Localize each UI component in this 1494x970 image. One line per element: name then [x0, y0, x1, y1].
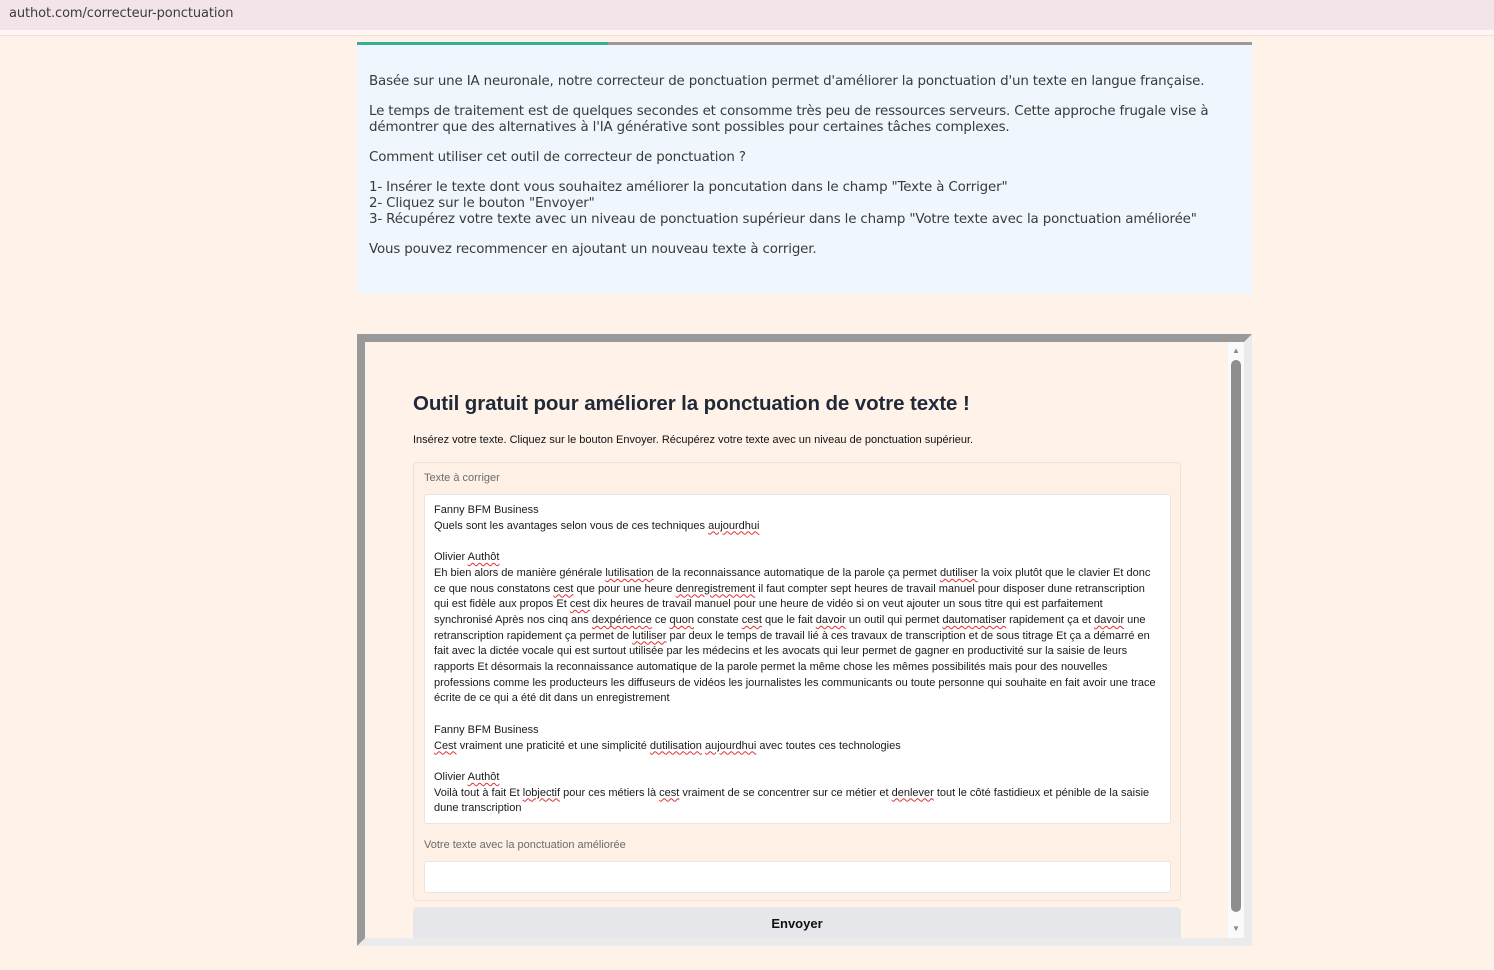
info-step-3: 3- Récupérez votre texte avec un niveau de ponctuation supérieur dans le champ "Votre texte avec la ponctuation améliorée": [369, 212, 1197, 227]
transcript-paragraph: [434, 550, 1161, 707]
input-label: Texte à corriger: [424, 472, 500, 484]
info-intro: Basée sur une IA neuronale, notre correcteur de ponctuation permet d'améliorer la ponctuation d'un texte en langue française.: [369, 74, 1205, 89]
toolbar-divider: [0, 30, 1494, 36]
iframe-content: [365, 342, 1228, 938]
info-howto-heading: Comment utiliser cet outil de correcteur de ponctuation ?: [369, 150, 746, 165]
tool-subtitle: Insérez votre texte. Cliquez sur le bouton Envoyer. Récupérez votre texte avec un niveau de ponctuation supérieur.: [413, 434, 974, 446]
address-bar[interactable]: [0, 0, 1494, 30]
url-text: authot.com/correcteur-ponctuation: [9, 6, 234, 21]
misspelled-word: aujourdhui: [708, 519, 760, 532]
text-to-correct-input[interactable]: [424, 494, 1171, 824]
scroll-thumb[interactable]: [1231, 360, 1241, 912]
misspelled-word: denregistrement: [675, 582, 756, 595]
misspelled-word: Cest: [434, 739, 457, 752]
info-step-1: 1- Insérer le texte dont vous souhaitez améliorer la poncutation dans le champ "Texte à Corriger": [369, 180, 1008, 195]
scroll-down-arrow-icon[interactable]: ▼: [1232, 924, 1240, 933]
misspelled-word: cest: [569, 598, 591, 611]
speaker-name: Fanny BFM Business: [434, 723, 539, 736]
send-button[interactable]: Envoyer: [413, 907, 1181, 938]
form-group: [413, 462, 1181, 901]
misspelled-word: dautomatiser: [942, 613, 1007, 626]
speaker-text: Voilà tout à fait Et lobjectif pour ces métiers là cest vraiment de se concentrer sur ce métier et denlever tout le côté fastidieux et pénible de la saisie dune transcription: [434, 786, 1150, 815]
speaker-text: Cest vraiment une praticité et une simplicité dutilisation aujourdhui avec toutes ces technologies: [434, 739, 901, 752]
info-processing: Le temps de traitement est de quelques secondes et consomme très peu de ressources serveurs. Cette approche frugale vise à démontrer que des alternatives à l'IA générative sont possibles pour certaines tâches complexes.: [369, 104, 1209, 135]
misspelled-word: dexpérience: [591, 613, 652, 626]
misspelled-word: cest: [659, 786, 680, 799]
misspelled-word: dutilisation: [649, 739, 702, 752]
misspelled-word: aujourdhui: [704, 739, 757, 752]
transcript-paragraph: [434, 723, 1161, 754]
speaker-name: Fanny BFM Business: [434, 504, 539, 516]
info-restart: Vous pouvez recommencer en ajoutant un nouveau texte à corriger.: [369, 242, 817, 257]
misspelled-word: davoir: [1094, 613, 1125, 626]
info-step-2: 2- Cliquez sur le bouton "Envoyer": [369, 196, 595, 211]
speaker-text: Eh bien alors de manière générale lutilisation de la reconnaissance automatique de la parole ça permet dutiliser la voix plutôt que le clavier Et donc ce que nous constatons cest que pour une heure denregistrement il faut compter sept heures de travail manuel pour disposer dune retranscription qui est fidèle aux propos Et cest dix heures de travail manuel pour une heure de vidéo si on veut ajouter un sous titre qui est parfaitement synchronisé Après nos cinq ans dexpérience ce quon constate cest que le fait davoir un outil qui permet dautomatiser rapidement ça et davoir une retranscription rapidement ça permet de lutiliser par deux le temps de travail lié à ces travaux de transcription et de sous titrage Et ça a démarré en fait avec la dictée vocale qui est surtout utilisée par les médecins et les avocats qui leur permet de gagner en productivité sur la saisie de leurs rapports Et désormais la reconnaissance automatique de la parole permet la même chose les mêmes possibilités mais pour des nouvelles professions comme les producteurs les diffuseurs de vidéos les journalistes les communicants ou toute personne qui souhaite en fait avoir une trace écrite de ce qui a été dit dans un enregistrement: [434, 566, 1156, 705]
misspelled-word: cest: [553, 582, 574, 595]
misspelled-word: dutiliser: [939, 566, 978, 579]
misspelled-word: quon: [669, 613, 695, 626]
tool-title: Outil gratuit pour améliorer la ponctuation de votre texte !: [413, 392, 970, 415]
corrected-text-output[interactable]: [424, 861, 1171, 893]
misspelled-word: lutiliser: [632, 629, 667, 642]
speaker-name: Olivier Authôt: [434, 770, 500, 783]
info-panel: [357, 45, 1252, 294]
iframe-scrollbar[interactable]: [1228, 342, 1244, 938]
transcript-paragraph: [434, 770, 1161, 817]
speaker-name: Olivier Authôt: [434, 551, 500, 564]
misspelled-word: lutilisation: [605, 566, 654, 579]
misspelled-word: Authôt: [467, 551, 500, 564]
transcript-paragraph: [434, 503, 1161, 534]
misspelled-word: denlever: [891, 786, 934, 799]
output-label: Votre texte avec la ponctuation améliorée: [424, 839, 626, 851]
speaker-text: Quels sont les avantages selon vous de ces techniques aujourdhui: [434, 519, 760, 532]
misspelled-word: lobjectif: [522, 786, 561, 799]
misspelled-word: Authôt: [467, 770, 500, 783]
tool-iframe: [357, 334, 1252, 946]
misspelled-word: cest: [741, 613, 762, 626]
misspelled-word: davoir: [815, 613, 846, 626]
scroll-up-arrow-icon[interactable]: ▲: [1232, 346, 1240, 355]
